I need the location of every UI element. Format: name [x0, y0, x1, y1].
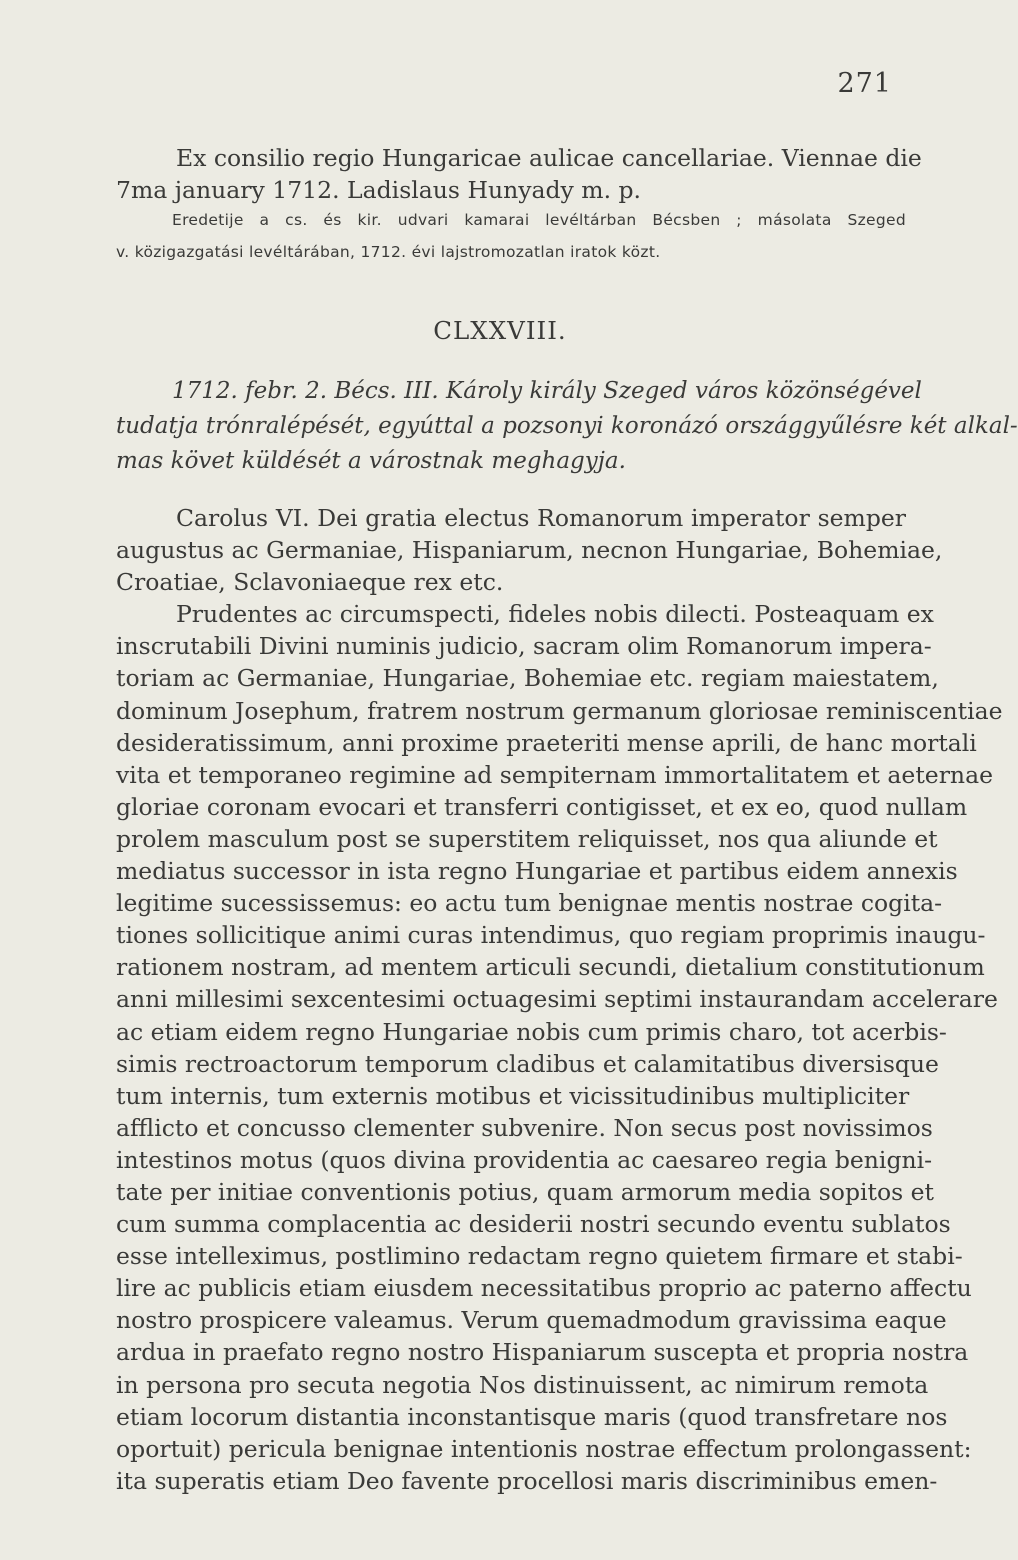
previous-document-closing [116, 142, 922, 206]
text-line: anni millesimi sexcentesimi octuagesimi septimi instaurandam accelerare [116, 985, 998, 1014]
text-line: vita et temporaneo regimine ad sempiternam immortalitatem et aeternae [116, 760, 993, 789]
text-line: 1712. febr. 2. Bécs. III. Károly király Szeged város közönségével [172, 378, 922, 404]
text-line: legitime sucessissemus: eo actu tum benignae mentis nostrae cogita- [116, 889, 943, 918]
text-line: desideratissimum, anni proxime praeteriti mense aprili, de hanc mortali [116, 728, 977, 757]
text-line: gloriae coronam evocari et transferri contigisset, et ex eo, quod nullam [116, 792, 968, 821]
text-line: v. közigazgatási levéltárában, 1712. évi lajstromozatlan iratok közt. [116, 243, 661, 261]
text-line: etiam locorum distantia inconstantisque maris (quod transfretare nos [116, 1402, 948, 1431]
text-line: mas követ küldését a várostnak meghagyja. [116, 448, 626, 474]
text-line: oportuit) pericula benignae intentionis nostrae effectum prolongassent: [116, 1434, 972, 1463]
text-line: Eredetije a cs. és kir. udvari kamarai levéltárban Bécsben ; másolata Szeged [172, 211, 906, 229]
text-line: dominum Josephum, fratrem nostrum germanum gloriosae reminiscentiae [116, 696, 1003, 725]
text-line: tate per initiae conventionis potius, quam armorum media sopitos et [116, 1177, 934, 1206]
text-line: cum summa complacentia ac desiderii nostri secundo eventu sublatos [116, 1210, 951, 1239]
text-line: esse intelleximus, postlimino redactam regno quietem firmare et stabi- [116, 1242, 963, 1271]
text-line: ita superatis etiam Deo favente procellosi maris discriminibus emen- [116, 1466, 938, 1495]
source-note [116, 204, 906, 268]
text-line: in persona pro secuta negotia Nos distinuissent, ac nimirum remota [116, 1370, 929, 1399]
text-line: Prudentes ac circumspecti, fideles nobis dilecti. Posteaquam ex [176, 600, 934, 629]
text-line: prolem masculum post se superstitem reliquisset, nos qua aliunde et [116, 824, 938, 853]
text-line: nostro prospicere valeamus. Verum quemadmodum gravissima eaque [116, 1306, 947, 1335]
text-line: afflicto et concusso clementer subvenire. Non secus post novissimos [116, 1113, 933, 1142]
text-line: Carolus VI. Dei gratia electus Romanorum imperator semper [176, 504, 906, 532]
text-line: toriam ac Germaniae, Hungariae, Bohemiae etc. regiam maiestatem, [116, 664, 939, 693]
text-line: tudatja trónralépését, egyúttal a pozsonyi koronázó országgyűlésre két alkal- [116, 413, 1018, 439]
text-line: augustus ac Germaniae, Hispaniarum, necnon Hungariae, Bohemiae, [116, 536, 943, 565]
text-line: simis rectroactorum temporum cladibus et calamitatibus diversisque [116, 1049, 939, 1078]
text-line: Croatiae, Sclavoniaeque rex etc. [116, 568, 504, 597]
text-line: lire ac publicis etiam eiusdem necessitatibus proprio ac paterno affectu [116, 1274, 972, 1303]
document-body [116, 502, 1003, 1497]
text-line: rationem nostram, ad mentem articuli secundi, dietalium constitutionum [116, 953, 985, 982]
document-summary [116, 374, 1018, 479]
text-line: tiones sollicitique animi curas intendimus, quo regiam proprimis inaugu- [116, 921, 986, 950]
text-line: tum internis, tum externis motibus et vicissitudinibus multipliciter [116, 1081, 910, 1110]
text-line: Ex consilio regio Hungaricae aulicae cancellariae. Viennae die [176, 144, 922, 172]
document-number-heading: CLXXVIII. [433, 316, 567, 345]
text-line: inscrutabili Divini numinis judicio, sacram olim Romanorum impera- [116, 632, 932, 661]
text-line: intestinos motus (quos divina providentia ac caesareo regia benigni- [116, 1145, 933, 1174]
text-line: ac etiam eidem regno Hungariae nobis cum primis charo, tot acerbis- [116, 1017, 947, 1046]
text-line: 7ma january 1712. Ladislaus Hunyady m. p. [116, 176, 642, 205]
text-line: ardua in praefato regno nostro Hispaniarum suscepta et propria nostra [116, 1338, 969, 1367]
text-line: mediatus successor in ista regno Hungariae et partibus eidem annexis [116, 857, 958, 886]
page-number: 271 [837, 68, 892, 99]
